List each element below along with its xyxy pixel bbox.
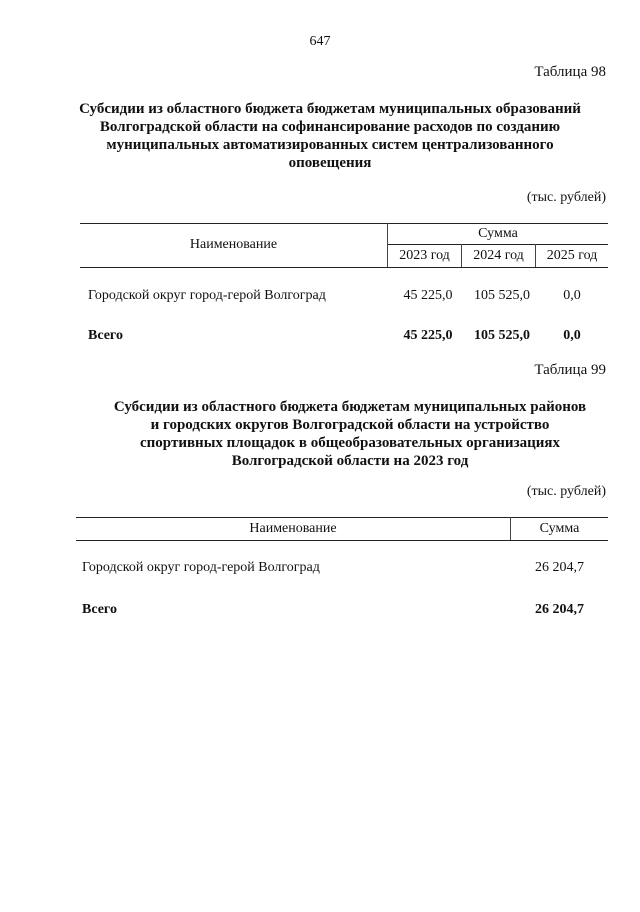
table-98-header-sum: Сумма	[478, 226, 518, 241]
table-99-header-bottom	[76, 540, 608, 541]
table-98-header-year-2025: 2025 год	[546, 248, 598, 263]
table-98-title: Субсидии из областного бюджета бюджетам муниципальных образований Волгоградской области на софинансирование расходов по созданию муниципальных автоматизированных систем централизованного оповещения	[79, 101, 581, 171]
table-99-total-label: Всего	[82, 602, 117, 617]
table-98-top-border	[80, 223, 608, 224]
table-98-total-2025: 0,0	[563, 328, 581, 343]
table-98-row-value-2024: 105 525,0	[474, 288, 530, 303]
table-98-unit: (тыс. рублей)	[526, 190, 606, 205]
table-98-header-name: Наименование	[189, 237, 278, 252]
table-99-header-name: Наименование	[249, 521, 337, 536]
table-98-label: Таблица 98	[534, 64, 606, 80]
table-98-total-label: Всего	[88, 328, 123, 343]
table-98-header-year-2023: 2023 год	[399, 248, 450, 263]
table-98-row-name: Городской округ город-герой Волгоград	[88, 288, 326, 303]
table-99-row-name: Городской округ город-герой Волгоград	[82, 560, 320, 575]
table-99-header-sum: Сумма	[539, 521, 580, 536]
page-number: 647	[309, 34, 331, 49]
table-99-total-value: 26 204,7	[535, 602, 584, 617]
table-98-row-value-2023: 45 225,0	[403, 288, 453, 303]
table-98-total-2023: 45 225,0	[403, 328, 453, 343]
table-98-total-2024: 105 525,0	[474, 328, 530, 343]
table-98-header-bottom	[80, 267, 608, 268]
table-98-header-year-2024: 2024 год	[473, 248, 524, 263]
table-98-row-value-2025: 0,0	[563, 288, 581, 303]
table-99-row-value: 26 204,7	[535, 560, 584, 575]
table-99-label: Таблица 99	[534, 362, 606, 378]
table-99-unit: (тыс. рублей)	[526, 484, 606, 499]
table-99-title: Субсидии из областного бюджета бюджетам муниципальных районов и городских округов Волгоградской области на устройство спортивных площадок в общеобразовательных организациях Волгоградской области на 2023 год	[113, 399, 587, 469]
table-99-top-border	[76, 517, 608, 518]
table-98-sum-divider	[388, 244, 608, 245]
